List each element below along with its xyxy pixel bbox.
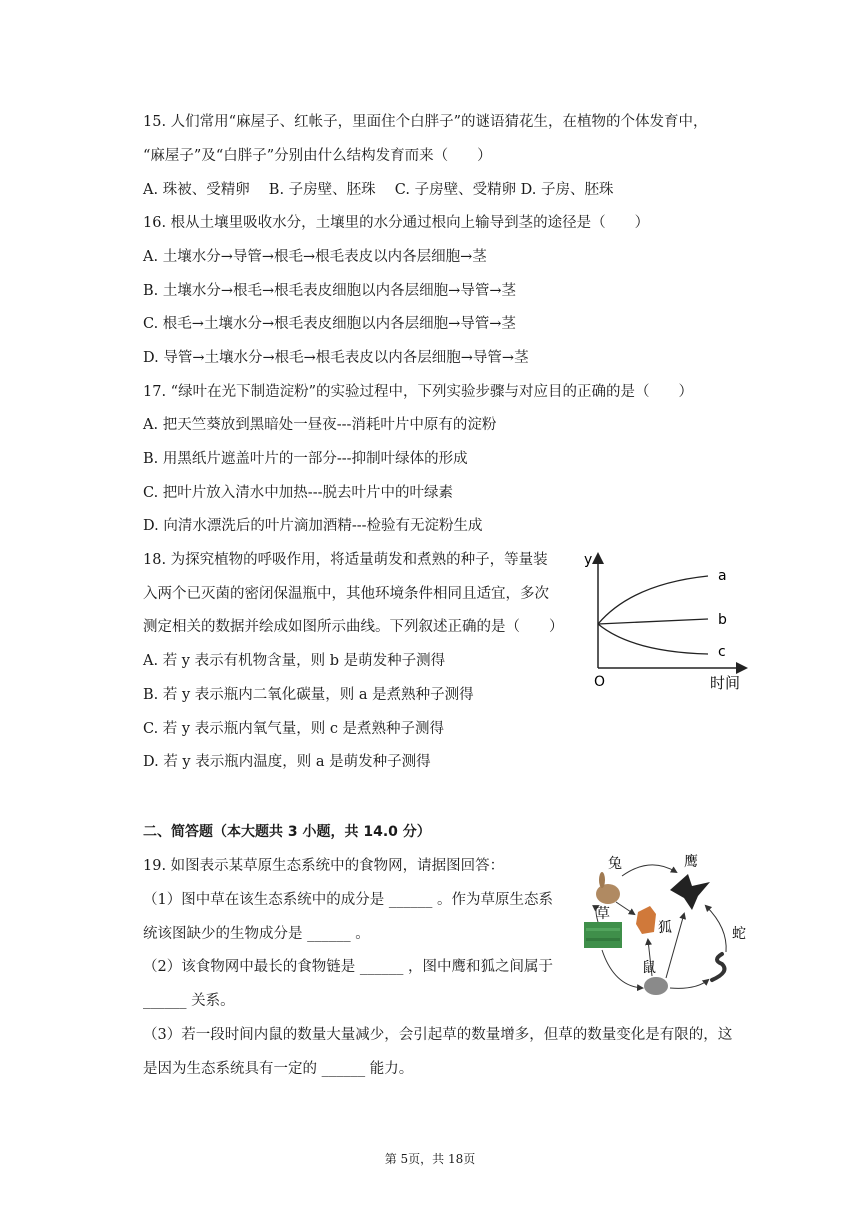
- q19-stem: 19. 如图表示某草原生态系统中的食物网，请据图回答：: [143, 858, 505, 874]
- curve-c-label: c: [718, 644, 726, 660]
- q16-stem: 16. 根从土壤里吸收水分，土壤里的水分通过根向上输导到茎的途径是（ ）: [143, 215, 650, 231]
- q18-option-b: B. 若 y 表示瓶内二氧化碳量，则 a 是煮熟种子测得: [143, 687, 474, 703]
- q19-food-web: [580, 848, 755, 1008]
- q18-option-c: C. 若 y 表示瓶内氧气量，则 c 是煮熟种子测得: [143, 721, 445, 737]
- q18-stem-line1: 18. 为探究植物的呼吸作用，将适量萌发和煮熟的种子，等量装: [143, 552, 548, 568]
- q15-options: A. 珠被、受精卵 B. 子房壁、胚珠 C. 子房壁、受精卵 D. 子房、胚珠: [143, 182, 614, 198]
- q16-option-c: C. 根毛→土壤水分→根毛表皮细胞以内各层细胞→导管→茎: [143, 316, 516, 332]
- mouse-image: [644, 977, 668, 995]
- curve-a-label: a: [718, 568, 727, 584]
- q15-stem-line1: 15. 人们常用“麻屋子、红帐子，里面住个白胖子”的谜语猜花生，在植物的个体发育中，: [143, 114, 708, 130]
- eagle-image: [670, 874, 710, 910]
- q19-part3-line1: （3）若一段时间内鼠的数量大量减少，会引起草的数量增多，但草的数量变化是有限的，这: [143, 1027, 733, 1043]
- curve-c: [598, 624, 708, 654]
- curve-b: [598, 619, 708, 624]
- q18-option-d: D. 若 y 表示瓶内温度，则 a 是萌发种子测得: [143, 754, 431, 770]
- x-axis-label: 时间: [710, 674, 741, 692]
- fox-label: 狐: [658, 920, 672, 936]
- curve-b-label: b: [718, 612, 727, 628]
- origin-label: O: [594, 674, 606, 690]
- fox-image: [636, 906, 656, 934]
- q19-part2-line2: ______ 关系。: [143, 993, 235, 1009]
- rabbit-image: [596, 884, 620, 904]
- q16-option-a: A. 土壤水分→导管→根毛→根毛表皮以内各层细胞→茎: [143, 249, 487, 265]
- grass-label: 草: [596, 906, 610, 922]
- q18-stem-line2: 入两个已灭菌的密闭保温瓶中，其他环境条件相同且适宜，多次: [143, 586, 549, 602]
- y-axis-label: y: [584, 552, 593, 568]
- q17-option-d: D. 向清水漂洗后的叶片滴加酒精---检验有无淀粉生成: [143, 518, 483, 534]
- q15-stem-line2: “麻屋子”及“白胖子”分别由什么结构发育而来（ ）: [143, 148, 492, 164]
- snake-label: 蛇: [732, 926, 746, 942]
- mouse-label: 鼠: [642, 960, 656, 976]
- rabbit-label: 兔: [608, 856, 622, 872]
- q18-option-a: A. 若 y 表示有机物含量，则 b 是萌发种子测得: [143, 653, 446, 669]
- curve-a: [598, 576, 708, 624]
- section-heading: 二、简答题（本大题共 3 小题，共 14.0 分）: [143, 824, 431, 840]
- q17-option-a: A. 把天竺葵放到黑暗处一昼夜---消耗叶片中原有的淀粉: [143, 417, 497, 433]
- snake-image: [712, 954, 724, 980]
- q19-part2-line1: （2）该食物网中最长的食物链是 ______ ，图中鹰和狐之间属于: [143, 959, 553, 975]
- q17-option-b: B. 用黑纸片遮盖叶片的一部分---抑制叶绿体的形成: [143, 451, 468, 467]
- q17-stem: 17. “绿叶在光下制造淀粉”的实验过程中，下列实验步骤与对应目的正确的是（ ）: [143, 384, 693, 400]
- q17-option-c: C. 把叶片放入清水中加热---脱去叶片中的叶绿素: [143, 485, 453, 501]
- page-footer: 第 5页，共 18页: [384, 1152, 476, 1166]
- grass-image: [584, 922, 622, 948]
- q16-option-b: B. 土壤水分→根毛→根毛表皮细胞以内各层细胞→导管→茎: [143, 283, 516, 299]
- q19-part3-line2: 是因为生态系统具有一定的 ______ 能力。: [143, 1061, 414, 1077]
- q18-stem-line3: 测定相关的数据并绘成如图所示曲线。下列叙述正确的是（ ）: [143, 619, 564, 635]
- eagle-label: 鹰: [684, 854, 698, 870]
- q19-part1-line2: 统该图缺少的生物成分是 ______ 。: [143, 926, 370, 942]
- q18-graph: [582, 548, 762, 698]
- q16-option-d: D. 导管→土壤水分→根毛→根毛表皮以内各层细胞→导管→茎: [143, 350, 529, 366]
- q19-part1-line1: （1）图中草在该生态系统中的成分是 ______ 。作为草原生态系: [143, 892, 553, 908]
